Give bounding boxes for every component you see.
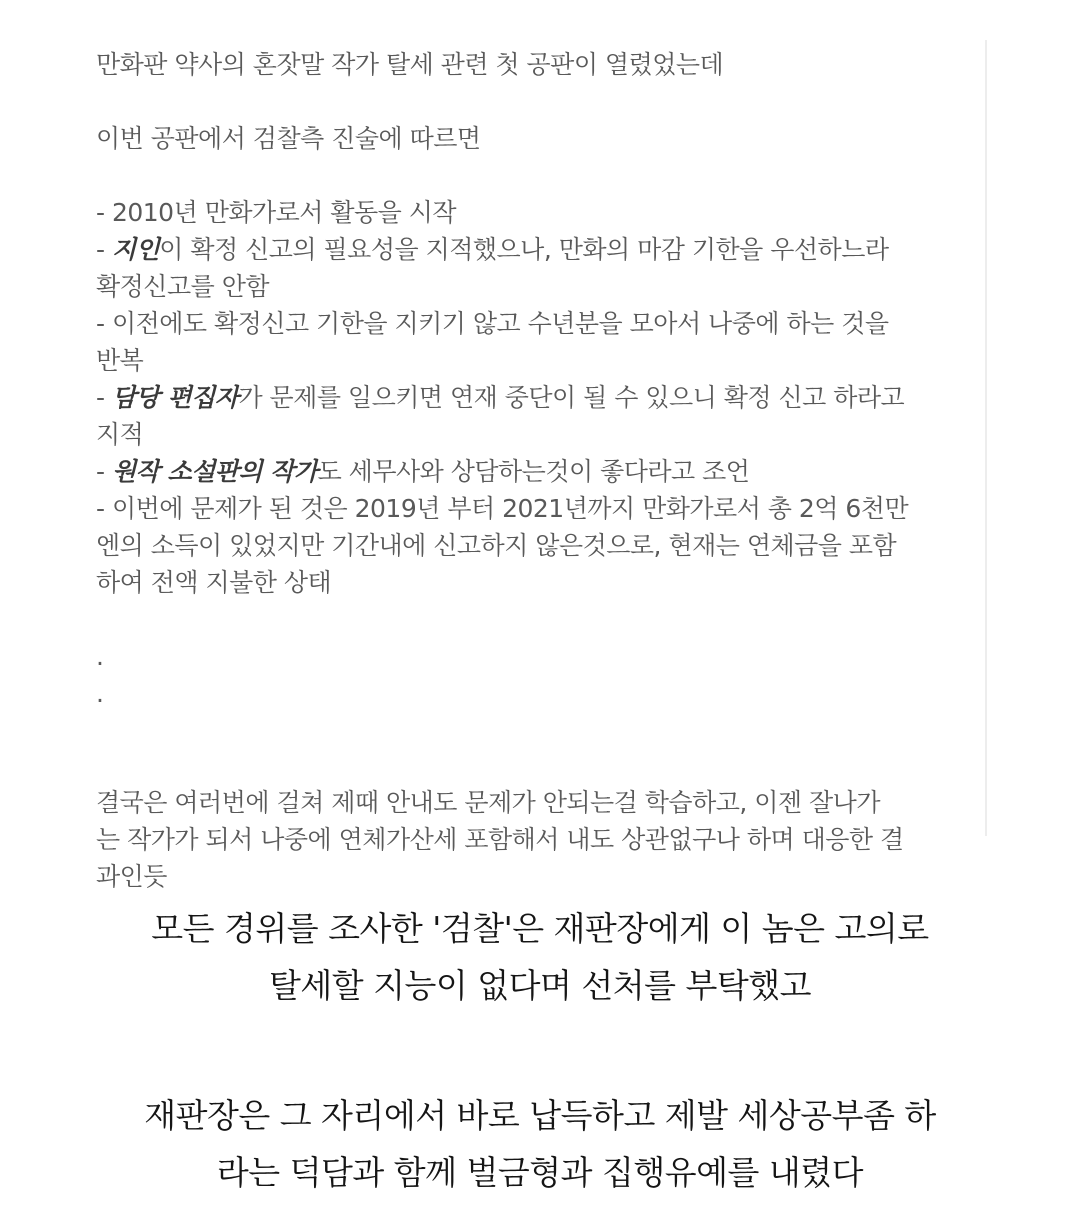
article-body — [96, 46, 976, 891]
item-editor-cont: 지적 — [96, 420, 144, 449]
item-previous: - 이전에도 확정신고 기한을 지키기 않고 수년분을 모아서 나중에 하는 것을 — [96, 309, 889, 338]
caption-line: 라는 덕담과 함께 벌금형과 집행유예를 내렸다 — [216, 1153, 864, 1192]
caption-line: 탈세할 지능이 없다며 선처를 부탁했고 — [268, 966, 811, 1005]
item-income-line3: 하여 전액 지불한 상태 — [96, 568, 332, 597]
item-prefix: - — [96, 457, 112, 486]
item-text: 이 확정 신고의 필요성을 지적했으나, 만화의 마감 기한을 우선하느라 — [159, 235, 889, 264]
item-income-line2: 엔의 소득이 있었지만 기간내에 신고하지 않은것으로, 현재는 연체금을 포함 — [96, 531, 897, 560]
caption-line: 재판장은 그 자리에서 바로 납득하고 제발 세상공부좀 하 — [144, 1096, 936, 1135]
lead-line: 이번 공판에서 검찰측 진술에 따르면 — [96, 124, 481, 153]
item-previous-cont: 반복 — [96, 346, 144, 375]
caption-paragraph-prosecution — [0, 900, 1080, 1014]
conclusion-line2: 는 작가가 되서 나중에 연체가산세 포함해서 내도 상관없구나 하며 대응한 결 — [96, 825, 904, 854]
item-prefix: - — [96, 383, 112, 412]
item-text: 도 세무사와 상담하는것이 좋다라고 조언 — [317, 457, 750, 486]
emphasis-acquaintance: 지인 — [111, 235, 160, 264]
item-activity-start: - 2010년 만화가로서 활동을 시작 — [96, 198, 457, 227]
item-editor — [96, 379, 976, 416]
caption-line: 모든 경위를 조사한 '검찰'은 재판장에게 이 놈은 고의로 — [151, 909, 929, 948]
ellipsis-dot: . — [96, 679, 104, 708]
item-acquaintance — [96, 231, 976, 268]
ellipsis-dot: . — [96, 642, 104, 671]
screenshot-edge-divider — [985, 40, 987, 836]
item-text: 가 문제를 일으키면 연재 중단이 될 수 있으니 확정 신고 하라고 — [238, 383, 905, 412]
item-income-line1: - 이번에 문제가 된 것은 2019년 부터 2021년까지 만화가로서 총 2억 6천만 — [96, 494, 909, 523]
emphasis-novelist: 원작 소설판의 작가 — [111, 457, 318, 486]
item-acquaintance-cont: 확정신고를 안함 — [96, 272, 269, 301]
caption-paragraph-judge — [0, 1087, 1080, 1201]
item-prefix: - — [96, 235, 112, 264]
conclusion-line3-cropped: 과인듯 — [96, 862, 167, 891]
intro-line: 만화판 약사의 혼잣말 작가 탈세 관련 첫 공판이 열렸었는데 — [96, 50, 724, 79]
item-novelist — [96, 453, 976, 490]
emphasis-editor: 담당 편집자 — [111, 383, 239, 412]
conclusion-line1: 결국은 여러번에 걸쳐 제때 안내도 문제가 안되는걸 학습하고, 이젠 잘나가 — [96, 788, 880, 817]
